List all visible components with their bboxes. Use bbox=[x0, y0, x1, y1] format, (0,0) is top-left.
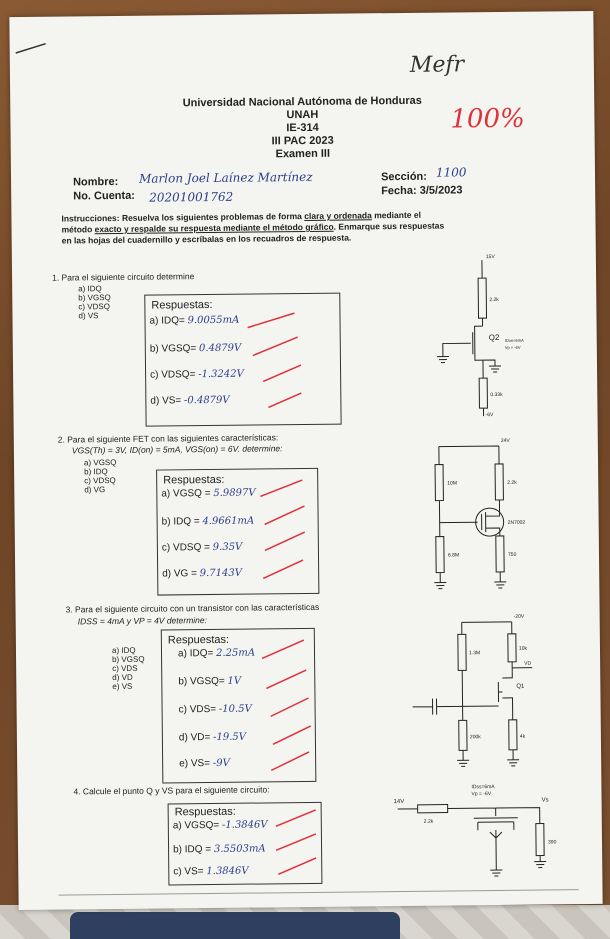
q4-r2-label: 390 bbox=[547, 839, 557, 846]
q2-transistor-label: 2N7002 bbox=[507, 519, 526, 526]
q1-answer-d: d) VS= -0.4879V bbox=[150, 394, 230, 407]
q3-r2-label: 200k bbox=[469, 734, 481, 741]
q2-rd-label: 2.2k bbox=[507, 479, 517, 486]
q2-rs-label: 750 bbox=[507, 551, 517, 558]
account-label: No. Cuenta: bbox=[73, 189, 136, 203]
q1-circuit bbox=[422, 248, 544, 419]
bottom-rule bbox=[59, 889, 579, 895]
name-label: Nombre: bbox=[73, 175, 119, 189]
q4-check-marks bbox=[272, 804, 323, 883]
grade-mark: 100% bbox=[450, 103, 525, 135]
q2-answers-title: Respuestas: bbox=[163, 473, 225, 487]
q4-answer-b: b) IDQ = 3.5503mA bbox=[173, 843, 266, 856]
q4-idss-label: IDss=6mA bbox=[471, 784, 495, 791]
q3-answer-b: b) VGSQ= 1V bbox=[178, 675, 242, 688]
q4-answer-c: c) VS= 1.3846V bbox=[173, 865, 249, 878]
q3-answer-c: c) VDS= -10.5V bbox=[178, 703, 252, 716]
exam-title: Examen III bbox=[275, 147, 331, 161]
q4-vs-label: Vs bbox=[541, 797, 549, 804]
q1-transistor-label: Q2 bbox=[488, 332, 500, 343]
q1-check-marks bbox=[242, 309, 303, 420]
q1-idon-label: IDon=6mA bbox=[504, 337, 524, 343]
q3-text-2: IDSS = 4mA y VP = 4V determine: bbox=[77, 615, 208, 627]
q3-check-marks bbox=[256, 634, 318, 780]
q1-text: 1. Para el siguiente circuito determine bbox=[52, 271, 195, 283]
university-abbr: UNAH bbox=[286, 108, 319, 122]
account-value: 20201001762 bbox=[149, 189, 234, 205]
q2-vdd-label: 24V bbox=[500, 437, 510, 444]
q3-answer-e: e) VS= -9V bbox=[179, 757, 230, 770]
q3-rd-label: 10k bbox=[518, 645, 528, 652]
q1-answer-b: b) VGSQ= 0.4879V bbox=[149, 342, 242, 355]
q2-answer-d: d) VG = 9.7143V bbox=[162, 567, 242, 580]
q3-circuit bbox=[401, 602, 543, 773]
exam-sheet bbox=[9, 11, 602, 910]
q2-answer-b: b) IDQ = 4.9661mA bbox=[161, 515, 255, 528]
date-label: Fecha: 3/5/2023 bbox=[381, 184, 463, 198]
q2-r1-label: 10M bbox=[447, 480, 458, 487]
q3-answer-a: a) IDQ= 2.25mA bbox=[177, 647, 256, 660]
q3-items: a) IDQ b) VGSQ c) VDS d) VD e) VS bbox=[111, 645, 145, 692]
q1-answer-a: a) IDQ= 9.0055mA bbox=[149, 314, 240, 327]
signature: Mefr bbox=[409, 52, 465, 78]
q4-text: 4. Calcule el punto Q y VS para el siguiente circuito: bbox=[73, 784, 270, 797]
q4-vin-label: 14V bbox=[393, 798, 405, 806]
q2-check-marks bbox=[252, 474, 313, 590]
q3-vd-label: VD bbox=[524, 660, 532, 667]
q3-answer-d: d) VD= -19.5V bbox=[178, 731, 247, 744]
instructions: Instrucciones: Resuelva los siguientes problemas de forma clara y ordenada mediante el método exacto y respalde su respuesta mediante el método gráfico. Enmarque sus respuestas en las hojas del cuadernillo y escríbalas en los recuadros de respuesta. bbox=[61, 209, 445, 246]
university-name: Universidad Nacional Autónoma de Honduras bbox=[182, 94, 422, 110]
shoe bbox=[70, 912, 400, 939]
q3-r1-label: 1.3M bbox=[468, 650, 481, 657]
q1-answer-c: c) VDSQ= -1.3242V bbox=[150, 368, 244, 381]
q2-r2-label: 6.8M bbox=[447, 552, 460, 559]
q2-answer-a: a) VGSQ = 5.9897V bbox=[161, 487, 256, 500]
q1-rs-label: 0.33k bbox=[490, 391, 503, 399]
name-value: Marlon Joel Laínez Martínez bbox=[138, 169, 313, 186]
q1-vss-label: -6V bbox=[485, 412, 494, 419]
q3-rs-label: 4k bbox=[519, 733, 526, 740]
course-code: IE-314 bbox=[286, 121, 319, 135]
q2-text-2: VGS(Th) = 3V, ID(on) = 5mA, VGS(on) = 6V. determine: bbox=[71, 443, 283, 456]
q4-answer-a: a) VGSQ= -1.3846V bbox=[172, 819, 268, 832]
pen-mark bbox=[14, 41, 50, 55]
q3-text-1: 3. Para el siguiente circuito con un transistor con las características bbox=[65, 601, 320, 615]
q2-answer-c: c) VDSQ = 9.35V bbox=[161, 541, 243, 554]
q2-circuit bbox=[419, 424, 541, 595]
q3-vdd-label: -20V bbox=[513, 613, 525, 620]
q3-transistor-label: Q1 bbox=[516, 683, 525, 690]
q1-answers-title: Respuestas: bbox=[151, 298, 213, 312]
q1-rd-label: 2.2k bbox=[489, 296, 499, 304]
q4-answers-title: Respuestas: bbox=[174, 805, 236, 819]
q2-items: a) VGSQ b) IDQ c) VDSQ d) VG bbox=[83, 457, 117, 495]
q4-r1-label: 2.2k bbox=[423, 818, 434, 825]
section-label: Sección: bbox=[380, 170, 427, 184]
q4-circuit bbox=[377, 773, 568, 885]
q4-vp-label: Vp = -6V bbox=[471, 791, 492, 798]
q2-text-1: 2. Para el siguiente FET con las siguientes características: bbox=[57, 432, 279, 445]
period: III PAC 2023 bbox=[271, 134, 334, 148]
q1-vdd-label: 15V bbox=[485, 254, 495, 261]
q1-vp-label: Vp = -6V bbox=[504, 344, 521, 350]
q3-answers-title: Respuestas: bbox=[167, 633, 230, 647]
section-value: 1100 bbox=[435, 165, 467, 180]
q1-items: a) IDQ b) VGSQ c) VDSQ d) VS bbox=[78, 284, 111, 321]
